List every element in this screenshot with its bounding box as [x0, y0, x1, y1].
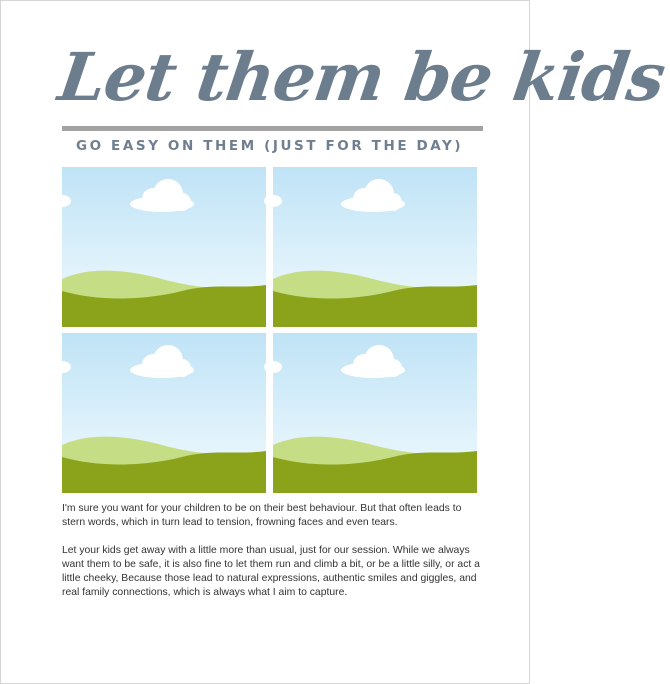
title-divider	[62, 126, 483, 131]
photo-placeholder-2	[273, 167, 477, 327]
page-subtitle: GO EASY ON THEM (JUST FOR THE DAY)	[76, 138, 464, 154]
landscape-placeholder-icon	[273, 167, 477, 327]
landscape-placeholder-icon	[62, 333, 266, 493]
landscape-placeholder-icon	[62, 167, 266, 327]
page-title: Let them be kids	[53, 38, 670, 116]
photo-placeholder-3	[62, 333, 266, 493]
body-paragraph-1: I'm sure you want for your children to be on their best behaviour. But that often leads to stern words, which in turn lead to tension, frowning faces and even tears.	[62, 503, 462, 528]
photo-placeholder-1	[62, 167, 266, 327]
body-paragraph-2: Let your kids get away with a little more than usual, just for our session. While we always want them to be safe, it is also fine to let them run and climb a bit, or be a little silly, or act a little cheeky, Because those lead to natural expressions, authentic smiles and giggles, and real family connections, which is always what I aim to capture.	[62, 545, 480, 598]
landscape-placeholder-icon	[273, 333, 477, 493]
photo-placeholder-4	[273, 333, 477, 493]
